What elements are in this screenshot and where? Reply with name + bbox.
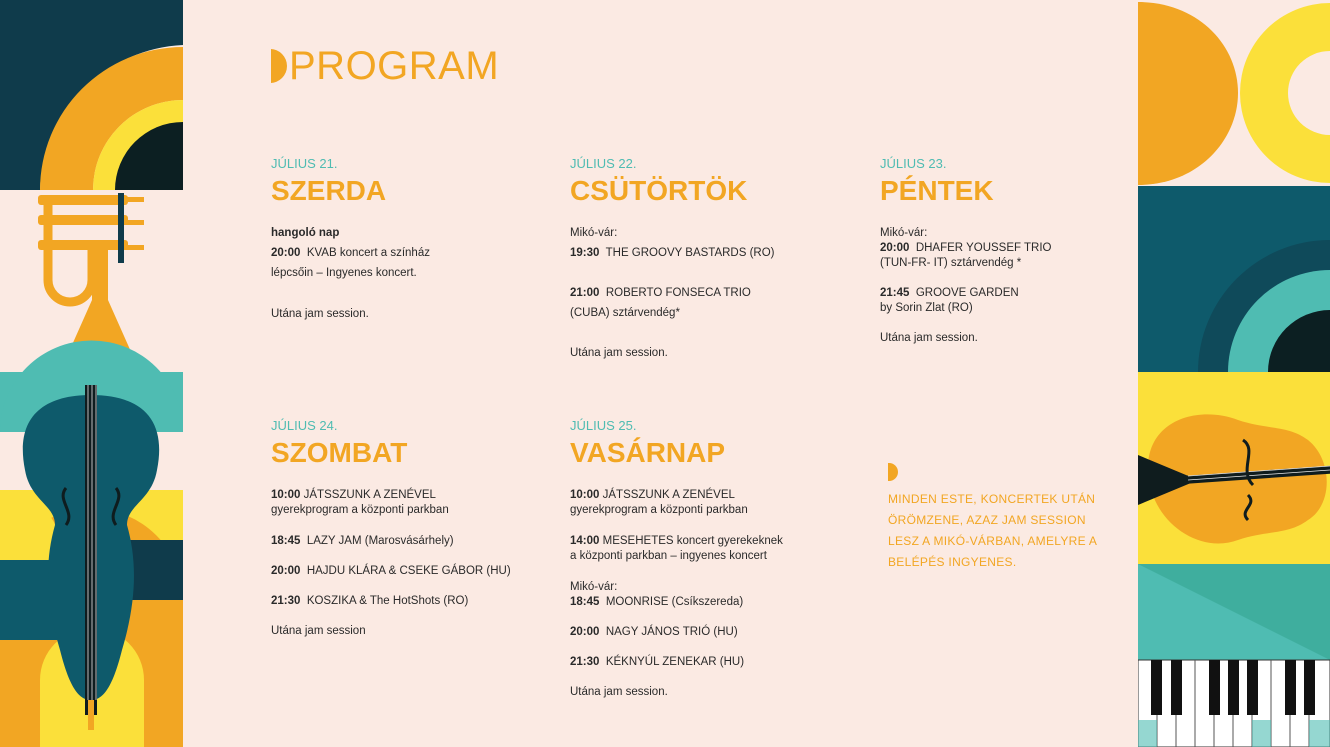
event-line: Utána jam session.: [271, 308, 369, 320]
event-line: 14:00 MESEHETES koncert gyerekeknek: [570, 535, 783, 547]
event-line: Mikó-vár:: [880, 227, 928, 239]
event-line: 18:45 MOONRISE (Csíkszereda): [570, 596, 744, 608]
event-line: by Sorin Zlat (RO): [880, 302, 973, 314]
day-name: SZOMBAT: [271, 437, 408, 468]
event-line: Mikó-vár:: [570, 581, 618, 593]
day-column-csutortok: [570, 156, 830, 361]
jam-session-note: [888, 463, 1108, 573]
event-line: hangoló nap: [271, 227, 340, 239]
program-main: [183, 0, 1138, 747]
event-line: 21:30 KOSZIKA & The HotShots (RO): [271, 595, 469, 607]
event-line: 10:00 JÁTSSZUNK A ZENÉVEL: [570, 489, 735, 501]
event-line: lépcsőin – Ingyenes koncert.: [271, 267, 417, 279]
day-date: JÚLIUS 24.: [271, 418, 338, 433]
event-line: 21:00 ROBERTO FONSECA TRIO: [570, 287, 751, 299]
event-line: gyerekprogram a központi parkban: [271, 504, 449, 516]
day-name: PÉNTEK: [880, 175, 994, 206]
right-decor-panel: [1138, 0, 1330, 747]
event-line: Utána jam session.: [570, 347, 668, 359]
event-line: (CUBA) sztárvendég*: [570, 307, 680, 319]
event-line: 20:00 DHAFER YOUSSEF TRIO: [880, 242, 1052, 254]
half-circle-icon: [888, 463, 898, 481]
event-line: 18:45 LAZY JAM (Marosvásárhely): [271, 535, 454, 547]
day-date: JÚLIUS 22.: [570, 156, 637, 171]
event-line: 20:00 HAJDU KLÁRA & CSEKE GÁBOR (HU): [271, 565, 511, 577]
event-line: 21:45 GROOVE GARDEN: [880, 287, 1019, 299]
day-column-vasarnap: [570, 418, 850, 700]
half-circle-icon: [271, 49, 287, 83]
day-name: CSÜTÖRTÖK: [570, 175, 748, 206]
page-title: PROGRAM: [289, 44, 500, 88]
event-line: 19:30 THE GROOVY BASTARDS (RO): [570, 247, 775, 259]
left-decor-panel: [0, 0, 183, 747]
day-column-szerda: [271, 156, 521, 322]
day-name: VASÁRNAP: [570, 437, 726, 468]
day-date: JÚLIUS 23.: [880, 156, 947, 171]
event-line: gyerekprogram a központi parkban: [570, 504, 748, 516]
program-title: [271, 44, 499, 88]
event-line: Utána jam session.: [570, 686, 668, 698]
event-line: Utána jam session: [271, 625, 366, 637]
event-line: Mikó-vár:: [570, 227, 618, 239]
event-line: 21:30 KÉKNYÚL ZENEKAR (HU): [570, 656, 745, 668]
event-line: (TUN-FR- IT) sztárvendég *: [880, 257, 1022, 269]
trumpet-violin-illustration: [0, 0, 183, 747]
day-date: JÚLIUS 21.: [271, 156, 338, 171]
event-line: 10:00 JÁTSSZUNK A ZENÉVEL: [271, 489, 436, 501]
event-line: a központi parkban – ingyenes koncert: [570, 550, 767, 562]
piano-keys-icon: [1138, 660, 1330, 747]
day-date: JÚLIUS 25.: [570, 418, 637, 433]
circles-cello-piano-illustration: [1138, 0, 1330, 747]
event-line: 20:00 KVAB koncert a színház: [271, 247, 430, 259]
day-name: SZERDA: [271, 175, 387, 206]
note-text: MINDEN ESTE, KONCERTEK UTÁN ÖRÖMZENE, AZAZ JAM SESSION LESZ A MIKÓ-VÁRBAN, AMELYRE A BELÉPÉS INGYENES.: [888, 492, 1097, 569]
day-column-szombat: [271, 418, 541, 639]
event-line: Utána jam session.: [880, 332, 978, 344]
day-column-pentek: [880, 156, 1120, 346]
event-line: 20:00 NAGY JÁNOS TRIÓ (HU): [570, 626, 738, 638]
